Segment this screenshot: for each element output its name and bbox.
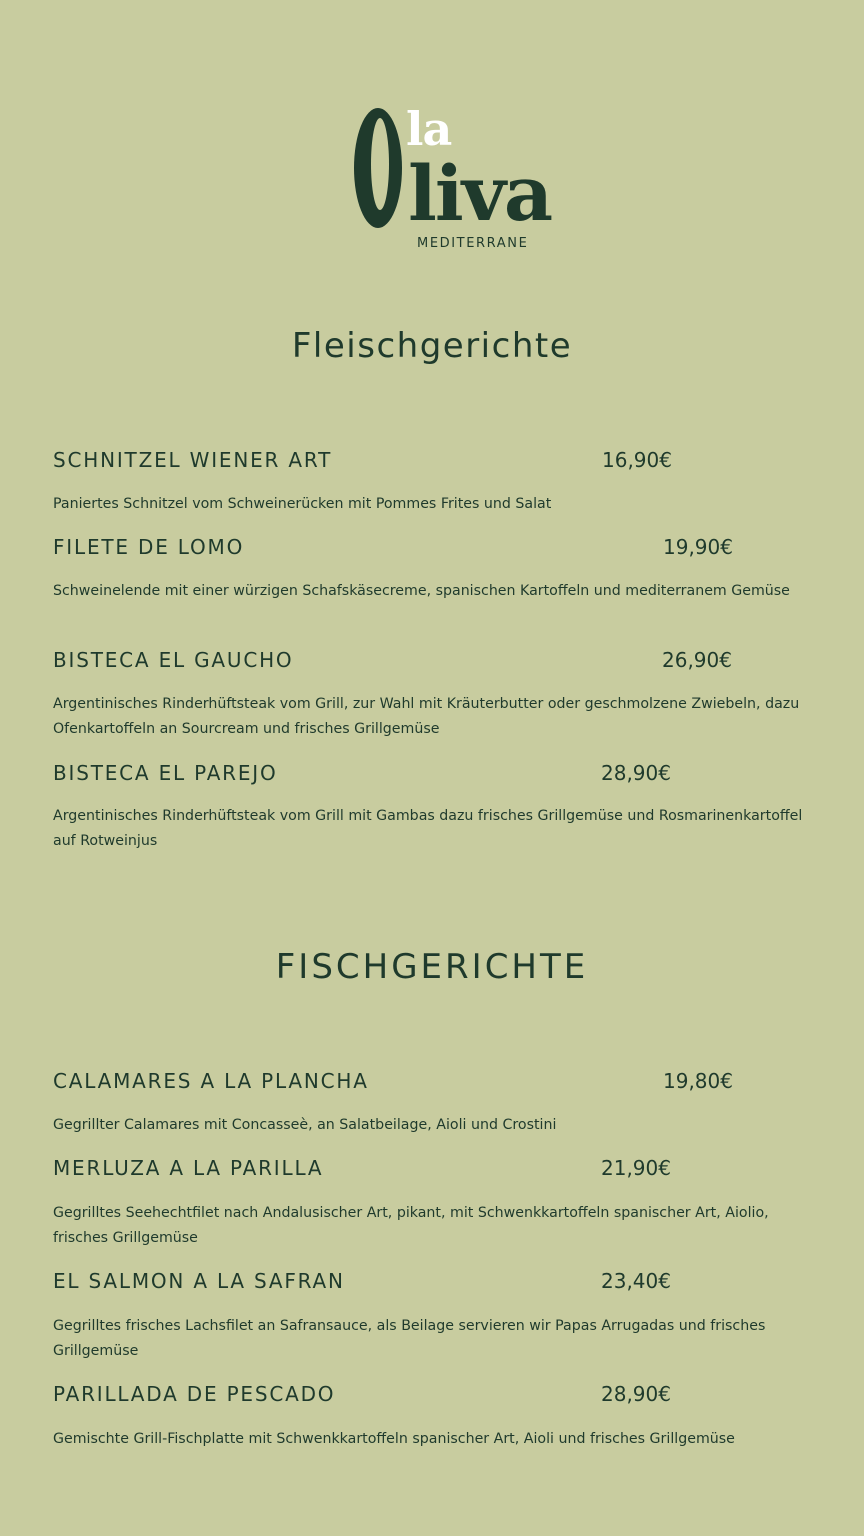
section-title-fish: FISCHGERICHTE [275,947,589,987]
menu-item-description: Gemischte Grill-Fischplatte mit Schwenkkartoffeln spanischer Art, Aioli und frisches Grillgemüse [53,1431,735,1447]
menu-item-name: BISTECA EL GAUCHO [53,648,294,672]
menu-item-description: Schweinelende mit einer würzigen Schafskäsecreme, spanischen Kartoffeln und mediterranem Gemüse [53,583,790,599]
menu-item-name: SCHNITZEL WIENER ART [53,448,333,472]
menu-item-name: PARILLADA DE PESCADO [53,1382,336,1406]
menu-item-price: 19,80€ [663,1069,733,1093]
menu-item-price: 16,90€ [602,448,672,472]
menu-item-name: CALAMARES A LA PLANCHA [53,1069,369,1093]
menu-item-price: 23,40€ [601,1269,671,1293]
menu-item-description: Paniertes Schnitzel vom Schweinerücken mit Pommes Frites und Salat [53,496,552,512]
menu-item-description: Gegrillter Calamares mit Concasseè, an Salatbeilage, Aioli und Crostini [53,1117,557,1133]
logo-liva: liva [408,149,552,238]
menu-item-price: 26,90€ [662,648,732,672]
menu-item-price: 19,90€ [663,535,733,559]
menu-item-description: Argentinisches Rinderhüftsteak vom Grill, zur Wahl mit Kräuterbutter oder geschmolzene Zwiebeln, dazu Ofenkartoffeln an Sourcream und frisches Grillgemüse [53,696,800,737]
restaurant-logo [350,100,560,260]
olive-o-icon [350,100,410,240]
menu-item-name: EL SALMON A LA SAFRAN [53,1269,345,1293]
section-title-meat: Fleischgerichte [291,326,573,366]
menu-item-description: Gegrilltes frisches Lachsfilet an Safransauce, als Beilage servieren wir Papas Arrugadas und frisches Grillgemüse [53,1318,766,1359]
menu-item-price: 28,90€ [601,761,671,785]
logo-la: la [406,102,452,156]
menu-item-price: 28,90€ [601,1382,671,1406]
menu-item-price: 21,90€ [601,1156,671,1180]
logo-subtitle: MEDITERRANE [417,236,529,251]
menu-item-description: Gegrilltes Seehechtfilet nach Andalusischer Art, pikant, mit Schwenkkartoffeln spanischer Art, Aiolio, frisches Grillgemüse [53,1205,769,1246]
menu-item-description: Argentinisches Rinderhüftsteak vom Grill mit Gambas dazu frisches Grillgemüse und Rosmarinenkartoffel auf Rotweinjus [53,808,803,849]
menu-item-name: MERLUZA A LA PARILLA [53,1156,324,1180]
menu-item-name: FILETE DE LOMO [53,535,245,559]
menu-item-name: BISTECA EL PAREJO [53,761,278,785]
